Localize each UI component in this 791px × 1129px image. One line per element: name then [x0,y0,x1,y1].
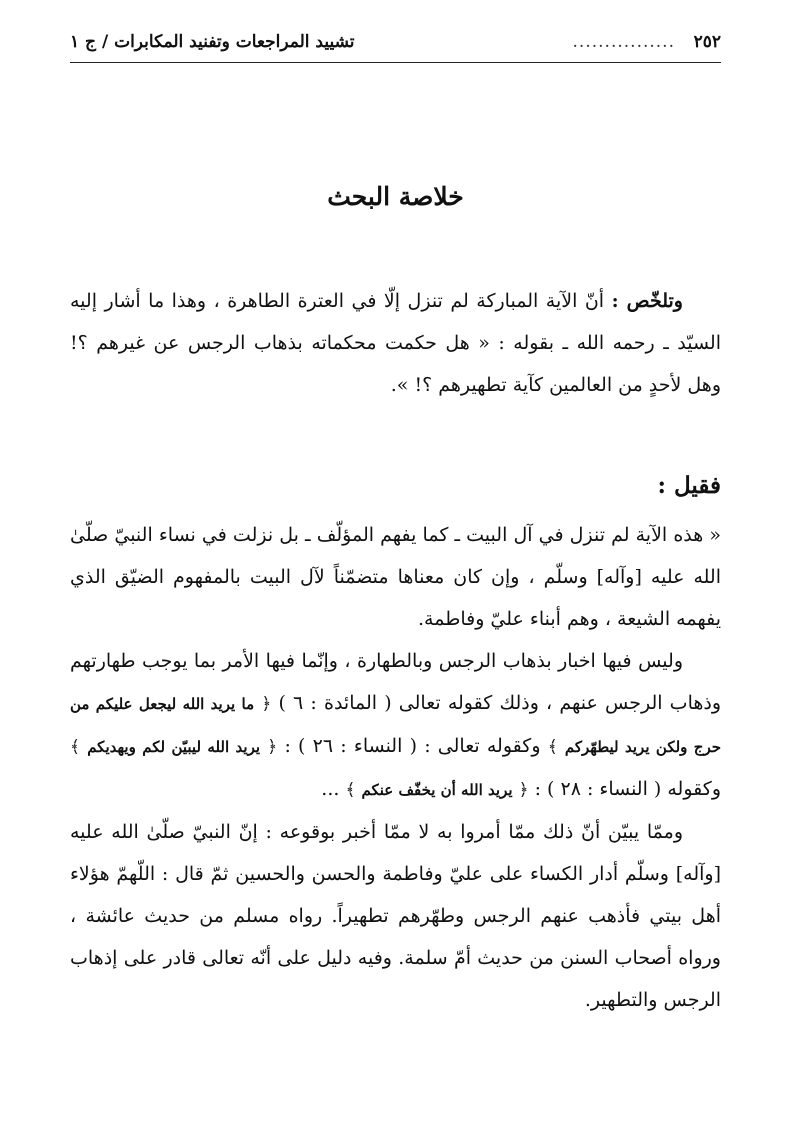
quoted-passage [70,514,721,1021]
verse-open-bracket: ﴿ [261,694,272,714]
intro-lead: وتلخّص : [611,290,683,312]
header-divider [70,62,721,63]
verse-open-bracket: ﴿ [267,737,278,757]
verse-close-bracket: ﴾ [70,737,80,757]
quote-p2-ellipsis: ... [321,778,340,800]
section-title: خلاصة البحث [327,182,464,211]
quote-paragraph-1: « هذه الآية لم تنزل في آل البيت ـ كما يفهم المؤلّف ـ بل نزلت في نساء النبيّ صلّىٰ الله عليه [وآله] وسلّم ، وإن كان معناها متضمّناً لآل البيت بالمفهوم الضيّق الذي يفهمه الشيعة ، وهم أبناء عليّ وفاطمة. [70,524,722,630]
intro-text: أنّ الآية المباركة لم تنزل إلّا في العترة الطاهرة ، وهذا ما أشار إليه السيّد ـ رحمه الله ـ بقوله : « هل حكمت محكماته بذهاب الرجس عن غيرهم ؟! وهل لأحدٍ من العالمين كآية تطهيرهم ؟! ». [70,290,721,396]
verse-open-bracket: ﴿ [518,780,529,800]
quote-heading: فقيل : [657,472,721,499]
book-title: تشييد المراجعات وتفنيد المكابرات / ج ١ [70,32,355,52]
quote-paragraph-3: وممّا يبيّن أنّ ذلك ممّا أمروا به لا ممّا أخبر بوقوعه : إنّ النبيّ صلّىٰ الله عليه [وآله] وسلّم أدار الكساء على عليّ وفاطمة والحسن والحسين ثمّ قال : اللّهمّ هؤلاء أهل بيتي فأذهب عنهم الرجس وطهّرهم تطهيراً. رواه مسلم من حديث عائشة ، ورواه أصحاب السنن من حديث أمّ سلمة. وفيه دليل على أنّه تعالى قادر على إذهاب الرجس والتطهير. [70,821,721,1011]
quote-p2-text-b: وكقوله تعالى : ( النساء : ٢٦ ) : [284,735,541,757]
verse-close-bracket: ﴾ [345,780,356,800]
quote-p2-text-c: وكقوله ( النساء : ٢٨ ) : [534,778,721,800]
intro-paragraph [70,280,721,406]
quran-verse-1: ما يريد الله ليجعل عليكم من حرج ولكن يريد ليطهّركم [70,695,722,756]
quran-verse-2: يريد الله ليبيّن لكم ويهديكم [87,738,261,756]
running-header [70,32,721,60]
quote-p2-text-a: وليس فيها اخبار بذهاب الرجس وبالطهارة ، وإنّما فيها الأمر بما يوجب طهارتهم وذهاب الرجس عنهم ، وذلك كقوله تعالى ( المائدة : ٦ ) [70,650,722,714]
page-number: ٢٥٢ [693,32,721,52]
header-leader-dots: ................ [572,32,675,52]
verse-close-bracket: ﴾ [547,737,558,757]
quote-paragraph-2 [70,640,721,811]
quran-verse-3: يريد الله أن يخفّف عنكم [361,781,513,799]
